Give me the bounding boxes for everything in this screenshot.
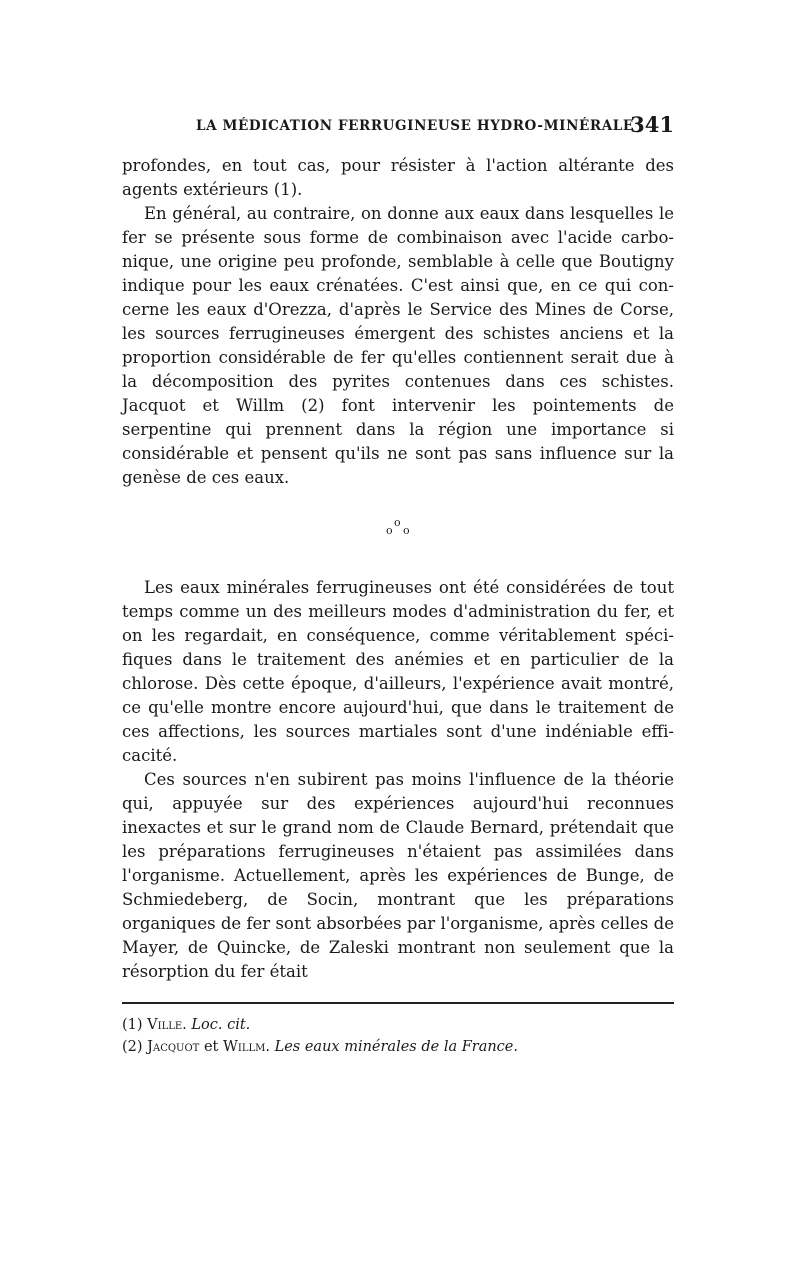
paragraph-theory: Ces sources n'en subirent pas moins l'influence de la théorie qui, appuyée sur des expériences aujourd'hui reconnues inexactes et sur le grand nom de Claude Bernard, prétendait que les préparations ferrugineuses n'étaient pas assimilées dans l'organisme. Actuellement, après les expériences de Bunge, de Schmiedeberg, de Socin, montrant que les préparations organiques de fer sont absorbées par l'organisme, après celles de Mayer, de Quincke, de Zaleski montrant non seulement que la résorption du fer était [122,770,674,981]
footnote-2-mark: (2) [122,1039,143,1055]
footnotes [122,1014,674,1058]
paragraph-continued: profondes, en tout cas, pour résister à l'action altérante des agents extérieurs (1). [122,156,674,199]
page-number: 341 [630,112,674,137]
book-page [122,112,674,1058]
asterism-dot-left: o [386,524,393,537]
footnote-2-title: Les eaux minérales de la France. [274,1039,518,1055]
running-title: LA MÉDICATION FERRUGINEUSE HYDRO-MINÉRALE [196,118,634,134]
page-header [122,112,674,142]
paragraph-therapeutic-use: Les eaux minérales ferrugineuses ont été considérées de tout temps comme un des meilleurs modes d'administration du fer, et on les regardait, en conséquence, comme véritablement spécifiques dans le traitement des anémies et en particulier de la chlorose. Dès cette époque, d'ailleurs, l'expérience avait montré, ce qu'elle montre encore aujourd'hui, que dans le traitement de ces affections, les sources martiales sont d'une indéniable efficacité. [122,578,674,765]
asterism-dot-top: o [394,516,401,529]
footnote-1 [122,1014,674,1036]
footnote-2-author-2: Willm. [222,1039,270,1055]
footnote-1-author: Ville. [147,1017,187,1033]
footnote-1-mark: (1) [122,1017,143,1033]
body-text-lower [122,576,674,984]
footnote-2-conjunction: et [203,1039,219,1055]
footnote-rule [122,1002,674,1004]
footnote-2-author-1: Jacquot [147,1039,200,1055]
footnote-2 [122,1036,674,1058]
asterism-dot-right: o [403,524,410,537]
section-asterism [122,490,674,576]
body-text-upper [122,154,674,490]
footnote-1-reference: Loc. cit. [191,1017,251,1033]
paragraph-origin-of-iron: En général, au contraire, on donne aux eaux dans lesquelles le fer se présente sous forme de combinaison avec l'acide carbonique, une origine peu profonde, semblable à celle que Boutigny indique pour les eaux crénatées. C'est ainsi que, en ce qui concerne les eaux d'Orezza, d'après le Service des Mines de Corse, les sources ferrugineuses émergent des schistes anciens et la proportion considérable de fer qu'elles contiennent serait due à la décomposition des pyrites contenues dans ces schistes. Jacquot et Willm (2) font intervenir les pointements de serpentine qui prennent dans la région une importance si considérable et pensent qu'ils ne sont pas sans influence sur la genèse de ces eaux. [122,204,674,487]
